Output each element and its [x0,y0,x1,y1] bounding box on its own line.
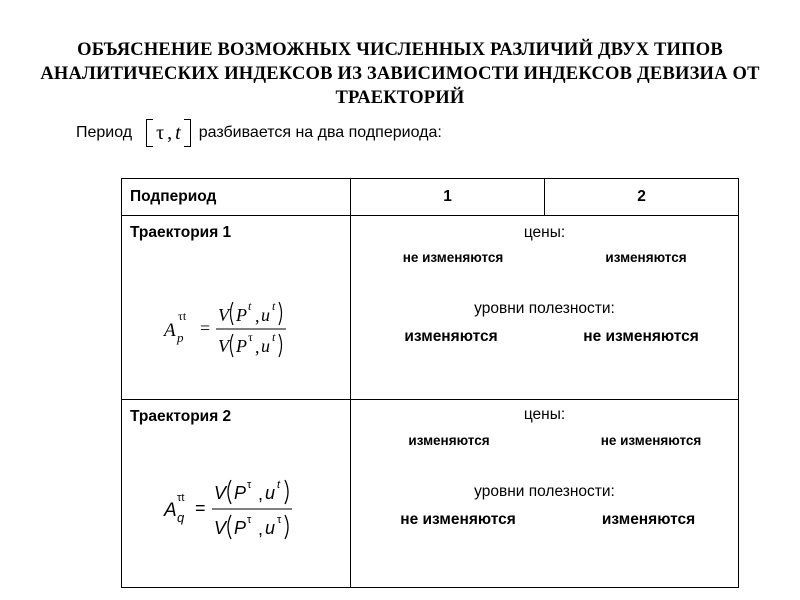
utility-subperiod-1: не изменяются [400,511,516,528]
utility-subperiod-1: изменяются [404,328,498,345]
den-price-sup: τ [248,330,253,344]
num-util-sup: t [277,479,281,491]
utility-label: уровни полезности: [474,483,615,500]
num-util: u [265,483,276,503]
den-close-paren [279,334,282,357]
price-subperiod-1: изменяются [408,433,490,448]
formula-a-p [162,294,312,368]
header-subperiod-1: 1 [351,179,545,216]
formula-a-p-svg [162,294,312,364]
num-close-paren [279,302,282,325]
den-price: P [234,518,247,538]
period-prefix: Период [76,124,133,141]
num-price-sup: τ [247,479,252,491]
formula-a-q-svg [162,470,312,550]
lhs-sub: q [177,510,185,525]
right-bracket [184,119,191,147]
interval-start: τ [156,121,165,144]
subperiod-table [121,178,739,588]
utility-label: уровни полезности: [474,300,615,317]
trajectory-1-details [351,216,739,400]
den-open-paren [228,515,231,539]
trajectory-1-cell [122,216,351,400]
price-subperiod-2: изменяются [605,250,687,265]
num-open-paren [231,302,234,325]
lhs-sub: p [177,330,184,345]
den-util: u [261,336,270,356]
lhs-sup: τt [177,492,185,504]
svg-text:,: , [258,484,264,504]
num-price: P [234,483,247,503]
price-subperiod-1: не изменяются [402,250,504,265]
den-price: P [236,336,247,356]
utility-subperiod-2: изменяются [601,511,696,528]
svg-text:,: , [255,306,260,326]
den-util-sup: t [272,330,276,344]
formula-a-q [162,470,312,554]
lhs-sup: τt [178,309,187,323]
num-open-paren [228,480,231,504]
equals-sign: = [200,318,211,338]
interval-separator: , [167,121,173,144]
den-close-paren [285,515,288,539]
page-title: ОБЪЯСНЕНИЕ ВОЗМОЖНЫХ ЧИСЛЕННЫХ РАЗЛИЧИЙ ДВУХ ТИПОВ АНАЛИТИЧЕСКИХ ИНДЕКСОВ ИЗ ЗАВИСИМОСТИ ИНДЕКСОВ ДЕВИЗИА ОТ ТРАЕКТОРИЙ [40,40,760,108]
num-func: V [218,305,229,325]
num-func: V [214,483,227,503]
num-close-paren [285,480,288,504]
den-price-sup: τ [247,514,252,526]
den-util: u [265,518,276,538]
trajectory-1-label: Траектория 1 [130,224,232,241]
equals-sign: = [195,498,206,518]
utility-subperiod-2: не изменяются [583,328,699,345]
left-bracket [146,119,153,147]
lhs-symbol: A [164,500,177,521]
table-header-row [122,179,739,216]
prices-label: цены: [523,224,566,241]
num-price: P [236,305,247,325]
trajectory-2-label: Траектория 2 [130,408,232,425]
den-open-paren [231,334,234,357]
prices-label: цены: [523,406,566,423]
table-row [122,400,739,588]
lhs-symbol: A [164,320,176,341]
num-util: u [261,305,270,325]
table-row [122,216,739,400]
price-subperiod-2: не изменяются [600,433,702,448]
den-func: V [214,518,227,538]
period-suffix: разбивается на два подпериода: [198,124,442,141]
period-interval [146,119,191,147]
header-subperiod-2: 2 [545,179,739,216]
svg-text:,: , [255,337,260,357]
den-func: V [218,336,229,356]
num-util-sup: t [272,299,276,313]
trajectory-2-details [351,400,739,588]
svg-text:,: , [258,519,264,539]
period-statement [76,118,442,148]
trajectory-2-cell [122,400,351,588]
interval-end: t [175,121,181,144]
header-subperiod: Подпериод [122,179,351,216]
num-price-sup: t [248,299,252,313]
den-util-sup: τ [277,514,282,526]
